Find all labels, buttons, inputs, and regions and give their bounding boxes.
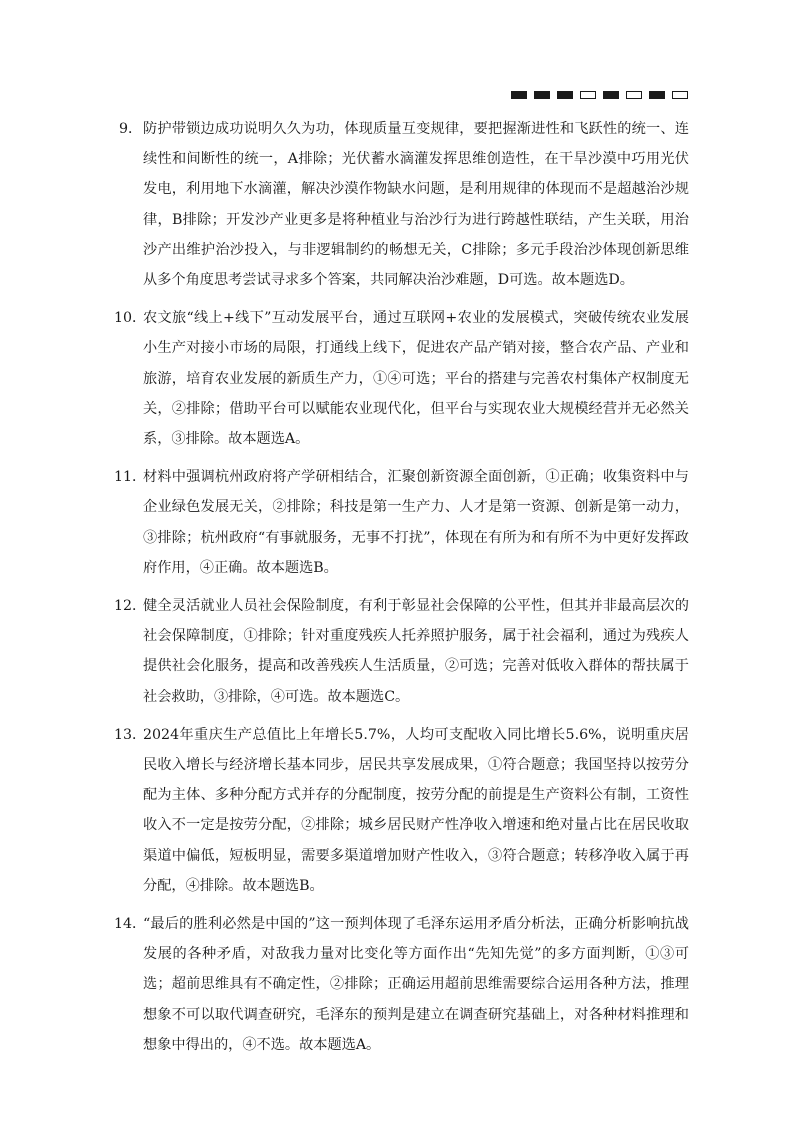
answer-item-11 bbox=[114, 462, 689, 583]
item-number: 9． bbox=[119, 121, 143, 137]
item-text: 防护带锁边成功说明久久为功，体现质量互变规律，要把握渐进性和飞跃性的统一、连续性和间断性的统一，A排除；光伏蓄水滴灌发挥思维创造性，在干旱沙漠中巧用光伏发电，利用地下水滴灌，解决沙漠作物缺水问题，是利用规律的体现而不是超越治沙规律，B排除；开发沙产业更多是将种植业与治沙行为进行跨越性联结，产生关联，用治沙产出维护治沙投入，与非逻辑制约的畅想无关，C排除；多元手段治沙体现创新思维从多个角度思考尝试寻求多个答案，共同解决治沙难题，D可选。故本题选D。 bbox=[143, 121, 689, 289]
progress-mark bbox=[603, 91, 619, 99]
progress-mark bbox=[649, 91, 665, 99]
answer-item-14 bbox=[114, 909, 689, 1060]
item-text: 农文旅“线上+线下”互动发展平台，通过互联网+农业的发展模式，突破传统农业发展小生产对接小市场的局限，打通线上线下，促进农产品产销对接，整合农产品、产业和旅游，培育农业发展的新质生产力，①④可选；平台的搭建与完善农村集体产权制度无关，②排除；借助平台可以赋能农业现代化，但平台与实现农业大规模经营并无必然关系，③排除。故本题选A。 bbox=[143, 310, 689, 448]
header-progress-marks bbox=[511, 91, 688, 99]
progress-mark bbox=[626, 91, 642, 99]
answer-item-12 bbox=[114, 591, 689, 712]
answer-item-10 bbox=[114, 303, 689, 454]
progress-mark bbox=[557, 91, 573, 99]
progress-mark bbox=[511, 91, 527, 99]
progress-mark bbox=[534, 91, 550, 99]
item-text: 材料中强调杭州政府将产学研相结合，汇聚创新资源全面创新，①正确；收集资料中与企业绿色发展无关，②排除；科技是第一生产力、人才是第一资源、创新是第一动力，③排除；杭州政府“有事就服务，无事不打扰”，体现在有所为和有所不为中更好发挥政府作用，④正确。故本题选B。 bbox=[143, 469, 689, 576]
item-text: 2024年重庆生产总值比上年增长5.7%，人均可支配收入同比增长5.6%，说明重庆居民收入增长与经济增长基本同步，居民共享发展成果，①符合题意；我国坚持以按劳分配为主体、多种分配方式并存的分配制度，按劳分配的前提是生产资料公有制，工资性收入不一定是按劳分配，②排除；城乡居民财产性净收入增速和绝对量占比在居民收取渠道中偏低，短板明显，需要多渠道增加财产性收入，③符合题意；转移净收入属于再分配，④排除。故本题选B。 bbox=[143, 726, 689, 894]
item-number: 11． bbox=[114, 469, 147, 486]
item-number: 13． bbox=[114, 726, 147, 743]
item-text: 健全灵活就业人员社会保险制度，有利于彰显社会保障的公平性，但其并非最高层次的社会保障制度，①排除；针对重度残疾人托养照护服务，属于社会福利，通过为残疾人提供社会化服务，提高和改善残疾人生活质量，②可选；完善对低收入群体的帮扶属于社会救助，③排除，④可选。故本题选C。 bbox=[143, 598, 689, 705]
progress-mark bbox=[580, 91, 596, 99]
item-number: 14． bbox=[114, 916, 147, 933]
item-number: 10． bbox=[114, 310, 147, 327]
answer-explanations bbox=[114, 114, 689, 1068]
progress-mark bbox=[672, 91, 688, 99]
answer-item-9 bbox=[114, 114, 689, 295]
answer-item-13 bbox=[114, 720, 689, 901]
item-number: 12． bbox=[114, 598, 147, 615]
item-text: “最后的胜利必然是中国的”这一预判体现了毛泽东运用矛盾分析法，正确分析影响抗战发展的各种矛盾，对敌我力量对比变化等方面作出“先知先觉”的多方面判断，①③可选；超前思维具有不确定性，②排除；正确运用超前思维需要综合运用各种方法，推理想象不可以取代调查研究，毛泽东的预判是建立在调查研究基础上，对各种材料推理和想象中得出的，④不选。故本题选A。 bbox=[143, 916, 689, 1053]
